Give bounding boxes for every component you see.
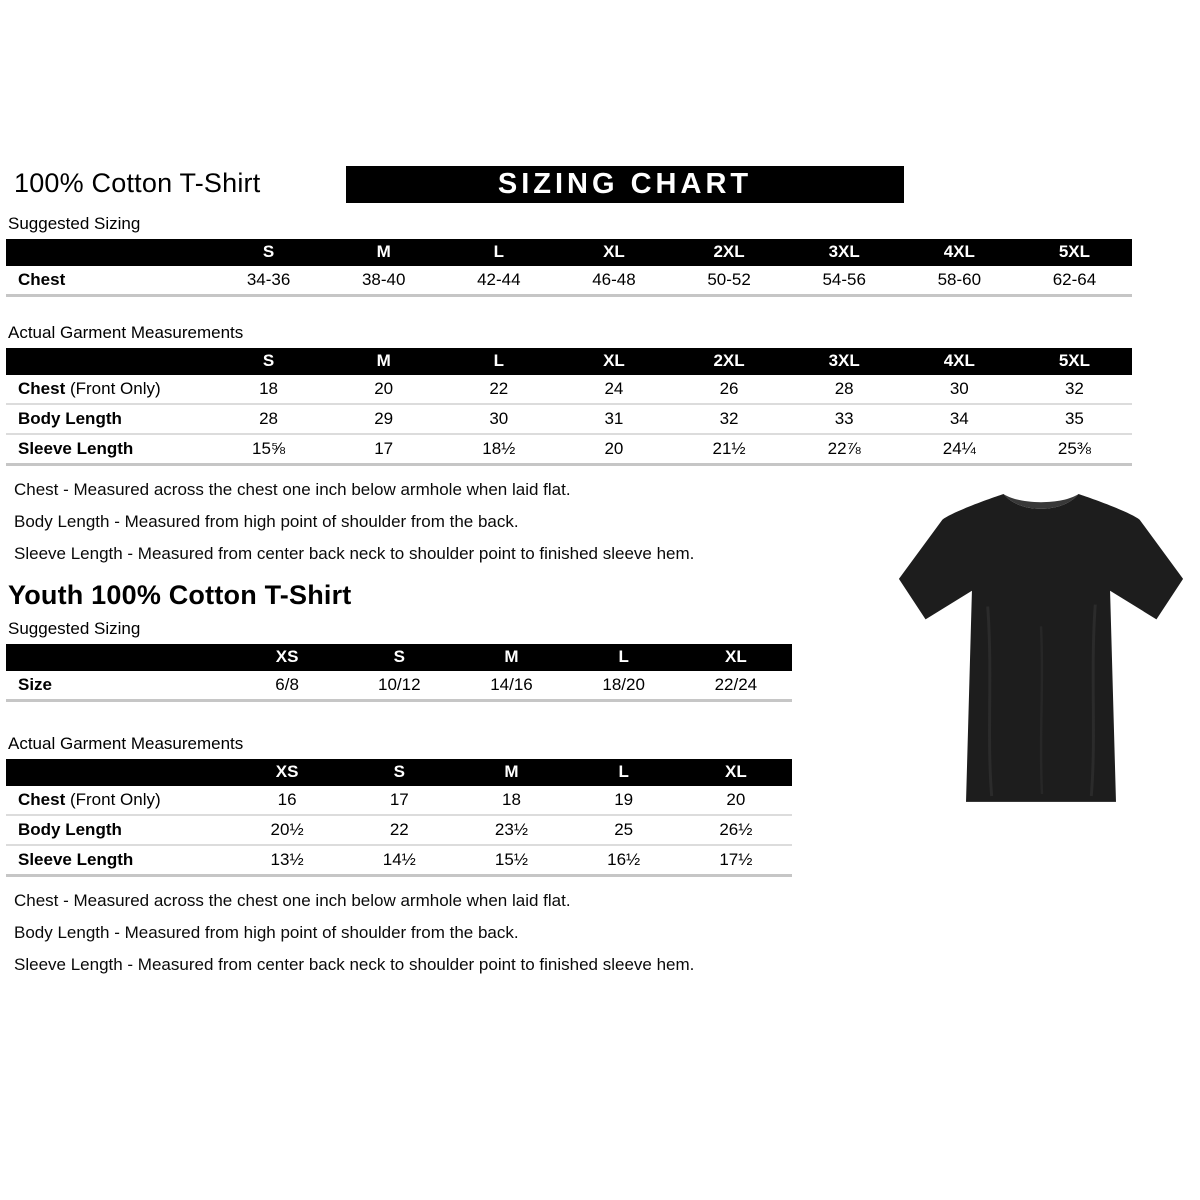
size-header-row bbox=[6, 239, 1132, 266]
measurement-cell: 32 bbox=[1064, 379, 1084, 398]
measurement-cell: 19 bbox=[614, 790, 634, 809]
size-header-row bbox=[6, 348, 1132, 375]
measurement-cell: 15⅝ bbox=[252, 439, 286, 458]
adult-garment-measurements-table bbox=[6, 348, 1132, 466]
measurement-cell: 42-44 bbox=[477, 270, 521, 289]
measurement-cell: 34-36 bbox=[246, 270, 291, 289]
size-column-header: S bbox=[343, 759, 455, 786]
row-label: Sleeve Length bbox=[18, 439, 134, 458]
measurement-cell: 35 bbox=[1064, 409, 1084, 428]
measurement-cell: 24¼ bbox=[942, 439, 976, 458]
measurement-cell: 18 bbox=[259, 379, 279, 398]
row-label: Chest bbox=[18, 270, 66, 289]
size-header-row bbox=[6, 759, 792, 786]
header-corner-cell bbox=[6, 644, 231, 671]
row-label: Chest (Front Only) bbox=[18, 790, 161, 809]
sizing-chart-banner: SIZING CHART bbox=[346, 166, 904, 203]
measurement-cell: 6/8 bbox=[275, 675, 299, 694]
measurement-row bbox=[6, 434, 1132, 465]
measurement-cell: 18½ bbox=[482, 439, 516, 458]
note-sleeve-length: Sleeve Length - Measured from center back neck to shoulder point to finished sleeve hem. bbox=[14, 955, 695, 974]
measurement-cell: 25 bbox=[614, 820, 634, 839]
note-chest: Chest - Measured across the chest one inch below armhole when laid flat. bbox=[14, 891, 571, 910]
measurement-cell: 31 bbox=[604, 409, 624, 428]
tshirt-image bbox=[893, 476, 1189, 816]
measurement-cell: 28 bbox=[834, 379, 854, 398]
size-column-header: S bbox=[211, 239, 326, 266]
header-corner-cell bbox=[6, 239, 211, 266]
measurement-cell: 20½ bbox=[270, 820, 304, 839]
adult-suggested-sizing-table bbox=[6, 239, 1132, 297]
measurement-cell: 18/20 bbox=[602, 675, 645, 694]
size-column-header: M bbox=[455, 759, 567, 786]
measurement-cell: 33 bbox=[834, 409, 854, 428]
youth-section-title: Youth 100% Cotton T-Shirt bbox=[8, 580, 352, 610]
size-column-header: M bbox=[326, 239, 441, 266]
measurement-row bbox=[6, 375, 1132, 404]
header-corner-cell bbox=[6, 348, 211, 375]
size-column-header: XL bbox=[680, 644, 792, 671]
measurement-cell: 34 bbox=[949, 409, 969, 428]
measurement-cell: 22/24 bbox=[714, 675, 758, 694]
measurement-cell: 16 bbox=[277, 790, 297, 809]
size-column-header: 5XL bbox=[1017, 348, 1132, 375]
note-body-length: Body Length - Measured from high point of shoulder from the back. bbox=[14, 512, 519, 531]
size-column-header: 3XL bbox=[787, 348, 902, 375]
size-column-header: 2XL bbox=[672, 348, 787, 375]
header-corner-cell bbox=[6, 759, 231, 786]
measurement-cell: 32 bbox=[719, 409, 739, 428]
youth-suggested-sizing-table bbox=[6, 644, 792, 702]
adult-suggested-sizing-heading: Suggested Sizing bbox=[8, 214, 141, 233]
size-column-header: L bbox=[568, 644, 680, 671]
adult-garment-measurements-heading: Actual Garment Measurements bbox=[8, 323, 244, 342]
size-header-row bbox=[6, 644, 792, 671]
size-column-header: L bbox=[441, 348, 556, 375]
measurement-cell: 38-40 bbox=[361, 270, 406, 289]
size-column-header: 4XL bbox=[902, 239, 1017, 266]
size-column-header: 2XL bbox=[672, 239, 787, 266]
measurement-cell: 14½ bbox=[382, 850, 416, 869]
size-column-header: 4XL bbox=[902, 348, 1017, 375]
note-body-length: Body Length - Measured from high point of shoulder from the back. bbox=[14, 923, 519, 942]
size-column-header: L bbox=[568, 759, 680, 786]
measurement-cell: 17½ bbox=[719, 850, 753, 869]
measurement-cell: 30 bbox=[489, 409, 509, 428]
measurement-cell: 29 bbox=[374, 409, 394, 428]
measurement-row bbox=[6, 266, 1132, 296]
youth-measurement-notes bbox=[14, 891, 1200, 975]
size-column-header: XS bbox=[231, 759, 343, 786]
size-column-header: S bbox=[343, 644, 455, 671]
measurement-cell: 13½ bbox=[270, 850, 304, 869]
row-label: Body Length bbox=[18, 820, 122, 839]
size-column-header: M bbox=[455, 644, 567, 671]
size-column-header: S bbox=[211, 348, 326, 375]
size-column-header: 5XL bbox=[1017, 239, 1132, 266]
measurement-cell: 16½ bbox=[607, 850, 641, 869]
measurement-cell: 18 bbox=[502, 790, 521, 809]
measurement-cell: 20 bbox=[604, 439, 624, 458]
measurement-cell: 23½ bbox=[494, 820, 529, 839]
measurement-cell: 17 bbox=[389, 790, 409, 809]
measurement-cell: 54-56 bbox=[822, 270, 866, 289]
measurement-cell: 24 bbox=[604, 379, 624, 398]
youth-garment-measurements-heading: Actual Garment Measurements bbox=[8, 734, 244, 753]
size-column-header: XS bbox=[231, 644, 343, 671]
row-label: Size bbox=[18, 675, 53, 694]
measurement-cell: 28 bbox=[259, 409, 279, 428]
measurement-cell: 46-48 bbox=[592, 270, 636, 289]
measurement-cell: 50-52 bbox=[707, 270, 751, 289]
size-column-header: XL bbox=[556, 348, 671, 375]
measurement-cell: 22 bbox=[489, 379, 509, 398]
measurement-cell: 10/12 bbox=[378, 675, 421, 694]
measurement-cell: 20 bbox=[726, 790, 746, 809]
measurement-cell: 26 bbox=[719, 379, 739, 398]
youth-garment-measurements-table bbox=[6, 759, 792, 877]
tshirt-fold-center bbox=[1041, 626, 1042, 794]
measurement-row bbox=[6, 671, 792, 701]
measurement-cell: 58-60 bbox=[937, 270, 982, 289]
size-column-header: L bbox=[441, 239, 556, 266]
measurement-cell: 21½ bbox=[712, 439, 746, 458]
row-label: Sleeve Length bbox=[18, 850, 134, 869]
page-title: 100% Cotton T-Shirt bbox=[14, 168, 261, 198]
measurement-row bbox=[6, 845, 792, 876]
measurement-cell: 25⅜ bbox=[1057, 439, 1091, 458]
youth-suggested-sizing-heading: Suggested Sizing bbox=[8, 619, 141, 638]
page-header bbox=[6, 166, 1200, 208]
size-column-header: XL bbox=[556, 239, 671, 266]
measurement-row bbox=[6, 786, 792, 815]
measurement-cell: 22⅞ bbox=[827, 439, 861, 458]
measurement-cell: 22 bbox=[389, 820, 409, 839]
row-label: Chest (Front Only) bbox=[18, 379, 161, 398]
measurement-cell: 15½ bbox=[494, 850, 529, 869]
note-sleeve-length: Sleeve Length - Measured from center back neck to shoulder point to finished sleeve hem. bbox=[14, 544, 695, 563]
note-chest: Chest - Measured across the chest one inch below armhole when laid flat. bbox=[14, 480, 571, 499]
size-column-header: M bbox=[326, 348, 441, 375]
measurement-cell: 62-64 bbox=[1052, 270, 1097, 289]
measurement-cell: 14/16 bbox=[490, 675, 533, 694]
measurement-row bbox=[6, 815, 792, 845]
measurement-row bbox=[6, 404, 1132, 434]
measurement-cell: 20 bbox=[374, 379, 394, 398]
size-column-header: 3XL bbox=[787, 239, 902, 266]
row-label: Body Length bbox=[18, 409, 122, 428]
size-column-header: XL bbox=[680, 759, 792, 786]
measurement-cell: 26½ bbox=[719, 820, 753, 839]
measurement-cell: 30 bbox=[949, 379, 969, 398]
measurement-cell: 17 bbox=[374, 439, 394, 458]
